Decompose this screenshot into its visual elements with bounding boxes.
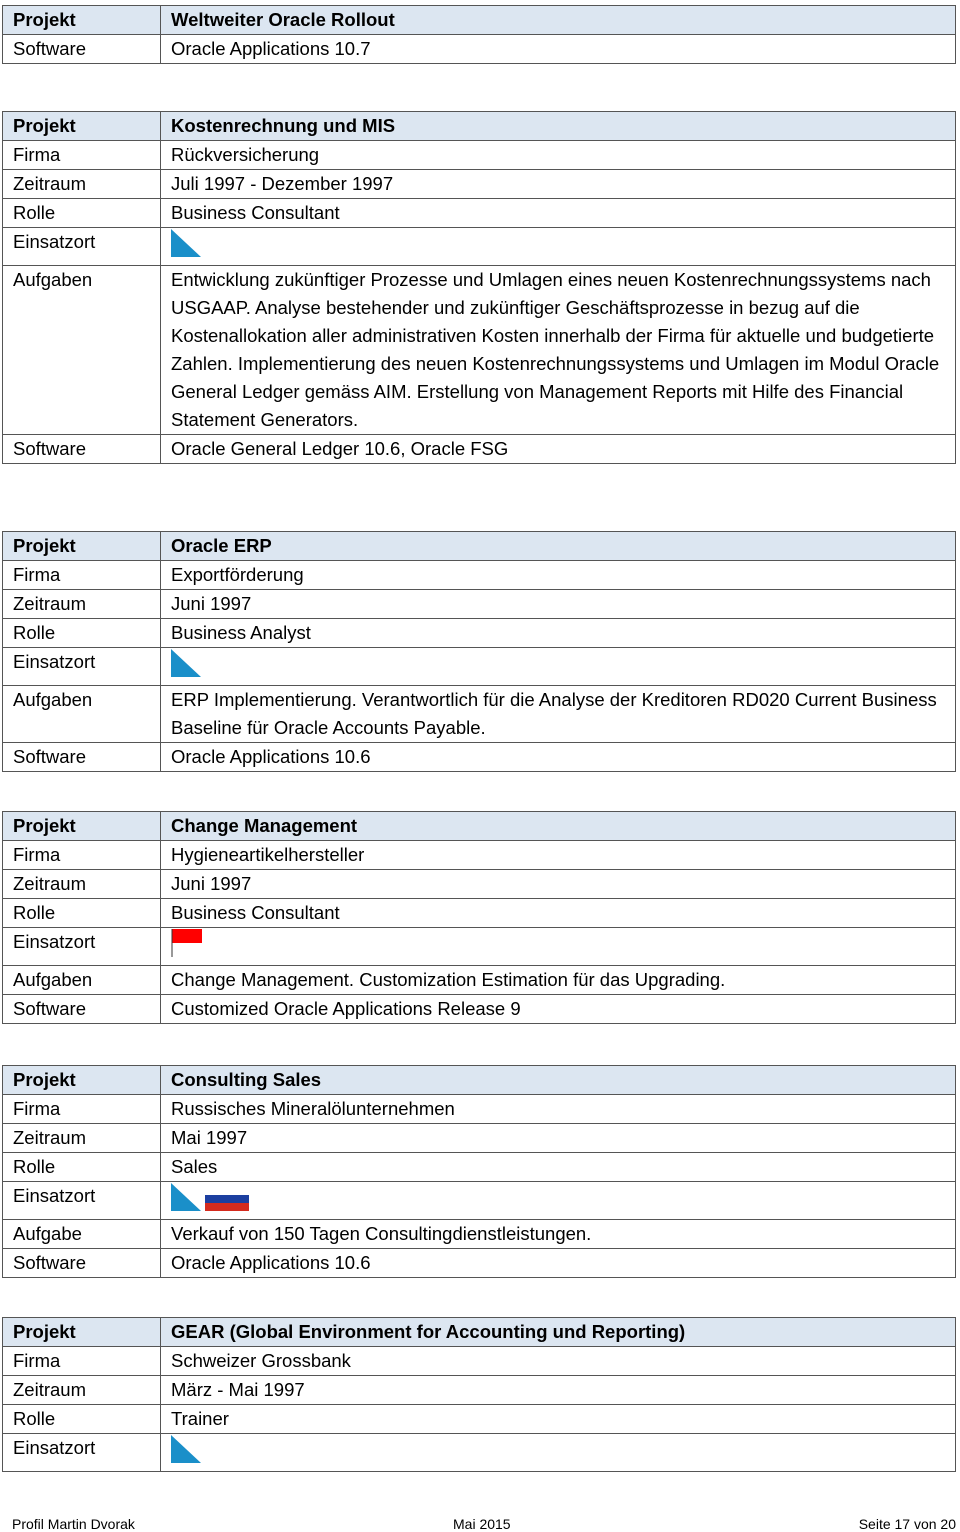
field-value: Business Consultant [161, 199, 956, 228]
field-value: Juni 1997 [161, 590, 956, 619]
table-row [3, 1347, 956, 1376]
zurich-flag-icon [171, 229, 201, 265]
table-row [3, 6, 956, 35]
field-label: Aufgaben [3, 686, 161, 743]
field-value: Consulting Sales [161, 1066, 956, 1095]
footer-date: Mai 2015 [453, 1516, 511, 1532]
field-label: Aufgaben [3, 966, 161, 995]
table-row [3, 1095, 956, 1124]
field-label: Rolle [3, 899, 161, 928]
field-label: Rolle [3, 1153, 161, 1182]
field-value: Oracle Applications 10.6 [161, 1249, 956, 1278]
field-value [161, 1434, 956, 1472]
table-row [3, 266, 956, 435]
footer-page: Seite 17 von 20 [858, 1516, 956, 1532]
field-label: Software [3, 35, 161, 64]
table-row [3, 1066, 956, 1095]
table-row [3, 35, 956, 64]
table-row [3, 899, 956, 928]
field-label: Firma [3, 841, 161, 870]
field-value: Sales [161, 1153, 956, 1182]
table-row [3, 532, 956, 561]
field-value [161, 928, 956, 966]
zurich-flag-icon [171, 1435, 201, 1471]
field-value: Business Consultant [161, 899, 956, 928]
field-value: Oracle Applications 10.6 [161, 743, 956, 772]
table-row [3, 199, 956, 228]
table-row [3, 1318, 956, 1347]
field-value: Verkauf von 150 Tagen Consultingdienstleistungen. [161, 1220, 956, 1249]
field-label: Einsatzort [3, 1434, 161, 1472]
table-row [3, 435, 956, 464]
field-label: Projekt [3, 6, 161, 35]
field-label: Projekt [3, 112, 161, 141]
project-table [2, 531, 956, 772]
field-value: Business Analyst [161, 619, 956, 648]
field-label: Rolle [3, 619, 161, 648]
table-row [3, 1249, 956, 1278]
field-label: Software [3, 995, 161, 1024]
field-label: Software [3, 435, 161, 464]
field-label: Aufgabe [3, 1220, 161, 1249]
field-label: Projekt [3, 812, 161, 841]
field-value: ERP Implementierung. Verantwortlich für die Analyse der Kreditoren RD020 Current Business Baseline für Oracle Accounts Payable. [161, 686, 956, 743]
table-row [3, 966, 956, 995]
table-row [3, 1153, 956, 1182]
field-value: Kostenrechnung und MIS [161, 112, 956, 141]
table-row [3, 1405, 956, 1434]
field-value: Rückversicherung [161, 141, 956, 170]
field-value: Change Management. Customization Estimation für das Upgrading. [161, 966, 956, 995]
project-table [2, 1065, 956, 1278]
field-value: Juni 1997 [161, 870, 956, 899]
field-value: Schweizer Grossbank [161, 1347, 956, 1376]
field-value: Weltweiter Oracle Rollout [161, 6, 956, 35]
field-value: Mai 1997 [161, 1124, 956, 1153]
table-row [3, 1376, 956, 1405]
table-row [3, 686, 956, 743]
field-label: Firma [3, 141, 161, 170]
field-value: März - Mai 1997 [161, 1376, 956, 1405]
field-label: Aufgaben [3, 266, 161, 435]
table-row [3, 561, 956, 590]
field-label: Firma [3, 561, 161, 590]
field-value: GEAR (Global Environment for Accounting und Reporting) [161, 1318, 956, 1347]
project-table [2, 811, 956, 1024]
zurich-flag-icon [171, 649, 201, 685]
field-label: Software [3, 1249, 161, 1278]
table-row [3, 112, 956, 141]
field-value: Customized Oracle Applications Release 9 [161, 995, 956, 1024]
field-label: Zeitraum [3, 1376, 161, 1405]
field-label: Einsatzort [3, 228, 161, 266]
field-label: Firma [3, 1347, 161, 1376]
field-value [161, 648, 956, 686]
field-value: Exportförderung [161, 561, 956, 590]
field-value: Oracle Applications 10.7 [161, 35, 956, 64]
field-label: Zeitraum [3, 170, 161, 199]
table-row [3, 995, 956, 1024]
project-table [2, 5, 956, 64]
field-value: Russisches Mineralölunternehmen [161, 1095, 956, 1124]
field-label: Firma [3, 1095, 161, 1124]
field-value: Oracle ERP [161, 532, 956, 561]
table-row [3, 1434, 956, 1472]
field-label: Software [3, 743, 161, 772]
table-row [3, 648, 956, 686]
field-label: Projekt [3, 532, 161, 561]
field-value: Hygieneartikelhersteller [161, 841, 956, 870]
field-label: Zeitraum [3, 870, 161, 899]
field-value: Change Management [161, 812, 956, 841]
field-label: Projekt [3, 1066, 161, 1095]
field-value: Trainer [161, 1405, 956, 1434]
field-label: Einsatzort [3, 648, 161, 686]
russia-flag-icon [205, 1183, 249, 1219]
field-value: Juli 1997 - Dezember 1997 [161, 170, 956, 199]
field-label: Rolle [3, 1405, 161, 1434]
table-row [3, 619, 956, 648]
field-label: Einsatzort [3, 1182, 161, 1220]
table-row [3, 1182, 956, 1220]
field-value: Entwicklung zukünftiger Prozesse und Umlagen eines neuen Kostenrechnungssystems nach USGAAP. Analyse bestehender und zukünftiger Geschäftsprozesse in bezug auf die Kostenallokation aller administrativen Kosten innerhalb der Firma für aktuelle und budgetierte Zahlen. Implementierung des neuen Kostenrechnungssystems und Umlagen im Modul Oracle General Ledger gemäss AIM. Erstellung von Management Reports mit Hilfe des Financial Statement Generators. [161, 266, 956, 435]
field-label: Zeitraum [3, 590, 161, 619]
table-row [3, 812, 956, 841]
table-row [3, 1124, 956, 1153]
table-row [3, 1220, 956, 1249]
table-row [3, 228, 956, 266]
field-label: Einsatzort [3, 928, 161, 966]
table-row [3, 170, 956, 199]
project-table [2, 111, 956, 464]
table-row [3, 870, 956, 899]
field-label: Rolle [3, 199, 161, 228]
table-row [3, 841, 956, 870]
table-row [3, 141, 956, 170]
table-row [3, 590, 956, 619]
project-table [2, 1317, 956, 1472]
red-flag-icon [171, 929, 203, 965]
table-row [3, 743, 956, 772]
field-value: Oracle General Ledger 10.6, Oracle FSG [161, 435, 956, 464]
field-label: Projekt [3, 1318, 161, 1347]
footer-author: Profil Martin Dvorak [12, 1516, 135, 1532]
field-value [161, 1182, 956, 1220]
table-row [3, 928, 956, 966]
field-label: Zeitraum [3, 1124, 161, 1153]
field-value [161, 228, 956, 266]
zurich-flag-icon [171, 1183, 201, 1219]
